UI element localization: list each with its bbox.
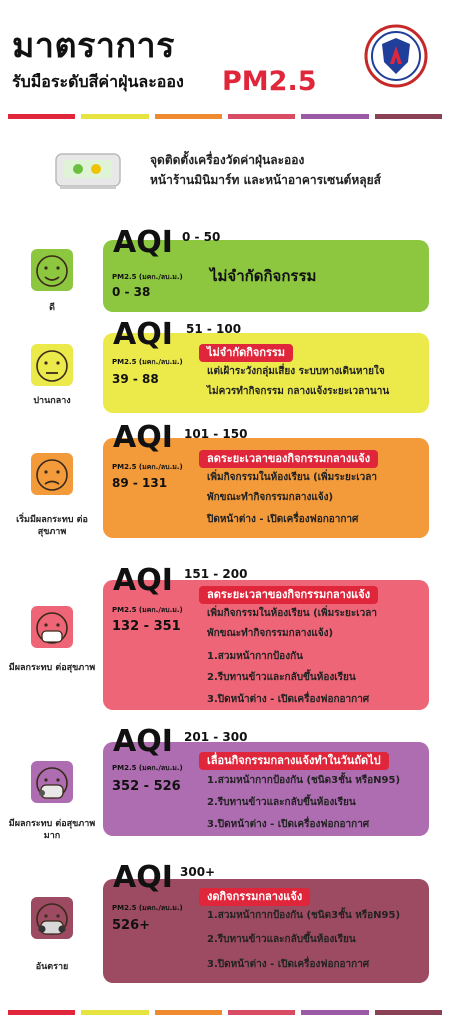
color-stripe-segment	[228, 1010, 295, 1015]
action-line: 2.รีบทานข้าวและกลับขึ้นห้องเรียน	[207, 672, 356, 683]
color-stripe-segment	[228, 114, 295, 119]
action-badge: ลดระยะเวลาของกิจกรรมกลางแจ้ง	[199, 450, 378, 468]
pm-unit-label: PM2.5 (มคก./ลบ.ม.)	[112, 463, 183, 471]
aqi-range: 151 - 200	[184, 567, 248, 581]
action-line: ไม่ควรทำกิจกรรม กลางแจ้งระยะเวลานาน	[207, 386, 390, 397]
action-line: เพิ่มกิจกรรมในห้องเรียน (เพิ่มระยะเวลา	[207, 608, 377, 619]
face-moderate-icon	[30, 343, 74, 387]
pm-unit-label: PM2.5 (มคก./ลบ.ม.)	[112, 358, 183, 366]
face-hazardous-icon	[30, 896, 74, 940]
action-line: 1.สวมหน้ากากป้องกัน (ชนิด3ชั้น หรือN95)	[207, 775, 401, 786]
level-label: เริ่มมีผลกระทบ ต่อสุขภาพ	[16, 515, 88, 537]
device-note-line1: จุดติดตั้งเครื่องวัดค่าฝุ่นละออง	[150, 153, 305, 167]
color-stripe-segment	[155, 114, 222, 119]
action-badge: งดกิจกรรมกลางแจ้ง	[199, 888, 310, 906]
pm-range-value: 0 - 38	[112, 285, 151, 299]
level-label: ดี	[49, 303, 55, 313]
level-label: มีผลกระทบ ต่อสุขภาพ	[8, 663, 96, 673]
device-location-note	[150, 150, 381, 190]
aqi-heading: AQI	[113, 420, 173, 455]
action-line: 2.รีบทานข้าวและกลับขึ้นห้องเรียน	[207, 934, 356, 945]
pm-title: PM2.5	[222, 66, 317, 97]
aqi-heading: AQI	[113, 860, 173, 895]
pm-unit-label: PM2.5 (มคก./ลบ.ม.)	[112, 273, 183, 281]
aqi-range: 300+	[180, 865, 216, 879]
color-stripe-segment	[81, 1010, 148, 1015]
action-line: 1.สวมหน้ากากป้องกัน	[207, 651, 303, 662]
aqi-heading: AQI	[113, 563, 173, 598]
color-stripe-segment	[155, 1010, 222, 1015]
pm-range-value: 132 - 351	[112, 619, 181, 634]
school-logo	[364, 24, 428, 88]
pm-unit-label: PM2.5 (มคก./ลบ.ม.)	[112, 606, 183, 614]
action-line: 1.สวมหน้ากากป้องกัน (ชนิด3ชั้น หรือN95)	[207, 910, 401, 921]
face-good-icon	[30, 248, 74, 292]
device-note-line2: หน้าร้านมินิมาร์ท และหน้าอาคารเซนต์หลุยส์	[150, 173, 381, 187]
color-stripe-segment	[8, 1010, 75, 1015]
color-stripe-segment	[301, 114, 368, 119]
action-line: แต่เฝ้าระวังกลุ่มเสี่ยง ระบบทางเดินหายใจ	[207, 366, 385, 377]
level-label: มีผลกระทบ ต่อสุขภาพมาก	[8, 819, 96, 841]
color-stripe-segment	[375, 114, 442, 119]
action-line: 3.ปิดหน้าต่าง - เปิดเครื่องฟอกอากาศ	[207, 694, 370, 705]
action-line: 3.ปิดหน้าต่าง - เปิดเครื่องฟอกอากาศ	[207, 959, 370, 970]
aqi-heading: AQI	[113, 724, 173, 759]
action-line: 3.ปิดหน้าต่าง - เปิดเครื่องฟอกอากาศ	[207, 819, 370, 830]
bottom-color-stripes	[8, 1010, 442, 1015]
action-badge: ลดระยะเวลาของกิจกรรมกลางแจ้ง	[199, 586, 378, 604]
pm-range-value: 39 - 88	[112, 372, 159, 386]
action-badge: ไม่จำกัดกิจกรรม	[199, 344, 293, 362]
page-subtitle: รับมือระดับสีค่าฝุ่นละออง	[12, 72, 184, 91]
face-very-unhealthy-icon	[30, 760, 74, 804]
aqi-heading: AQI	[113, 225, 173, 260]
action-badge: เลื่อนกิจกรรมกลางแจ้งทำในวันถัดไป	[199, 752, 389, 770]
color-stripe-segment	[81, 114, 148, 119]
action-line: 2.รีบทานข้าวและกลับขึ้นห้องเรียน	[207, 797, 356, 808]
aqi-heading: AQI	[113, 317, 173, 352]
action-headline: ไม่จำกัดกิจกรรม	[210, 267, 317, 285]
level-label: ปานกลาง	[33, 396, 71, 406]
action-line: พักขณะทำกิจกรรมกลางแจ้ง)	[207, 628, 334, 639]
face-sensitive-icon	[30, 452, 74, 496]
aqi-range: 201 - 300	[184, 730, 248, 744]
aqi-range: 101 - 150	[184, 427, 248, 441]
top-color-stripes	[8, 114, 442, 119]
action-line: ปิดหน้าต่าง - เปิดเครื่องฟอกอากาศ	[207, 514, 359, 525]
air-monitor-device-icon	[52, 150, 124, 190]
color-stripe-segment	[375, 1010, 442, 1015]
pm-range-value: 526+	[112, 918, 151, 933]
aqi-range: 0 - 50	[182, 230, 221, 244]
pm-unit-label: PM2.5 (มคก./ลบ.ม.)	[112, 904, 183, 912]
color-stripe-segment	[8, 114, 75, 119]
action-line: พักขณะทำกิจกรรมกลางแจ้ง)	[207, 492, 334, 503]
pm-range-value: 352 - 526	[112, 779, 181, 794]
aqi-range: 51 - 100	[186, 322, 242, 336]
level-label: อันตราย	[35, 962, 69, 972]
pm-range-value: 89 - 131	[112, 476, 168, 490]
color-stripe-segment	[301, 1010, 368, 1015]
pm-unit-label: PM2.5 (มคก./ลบ.ม.)	[112, 764, 183, 772]
page-title: มาตราการ	[12, 26, 175, 66]
face-unhealthy-icon	[30, 605, 74, 649]
action-line: เพิ่มกิจกรรมในห้องเรียน (เพิ่มระยะเวลา	[207, 472, 377, 483]
